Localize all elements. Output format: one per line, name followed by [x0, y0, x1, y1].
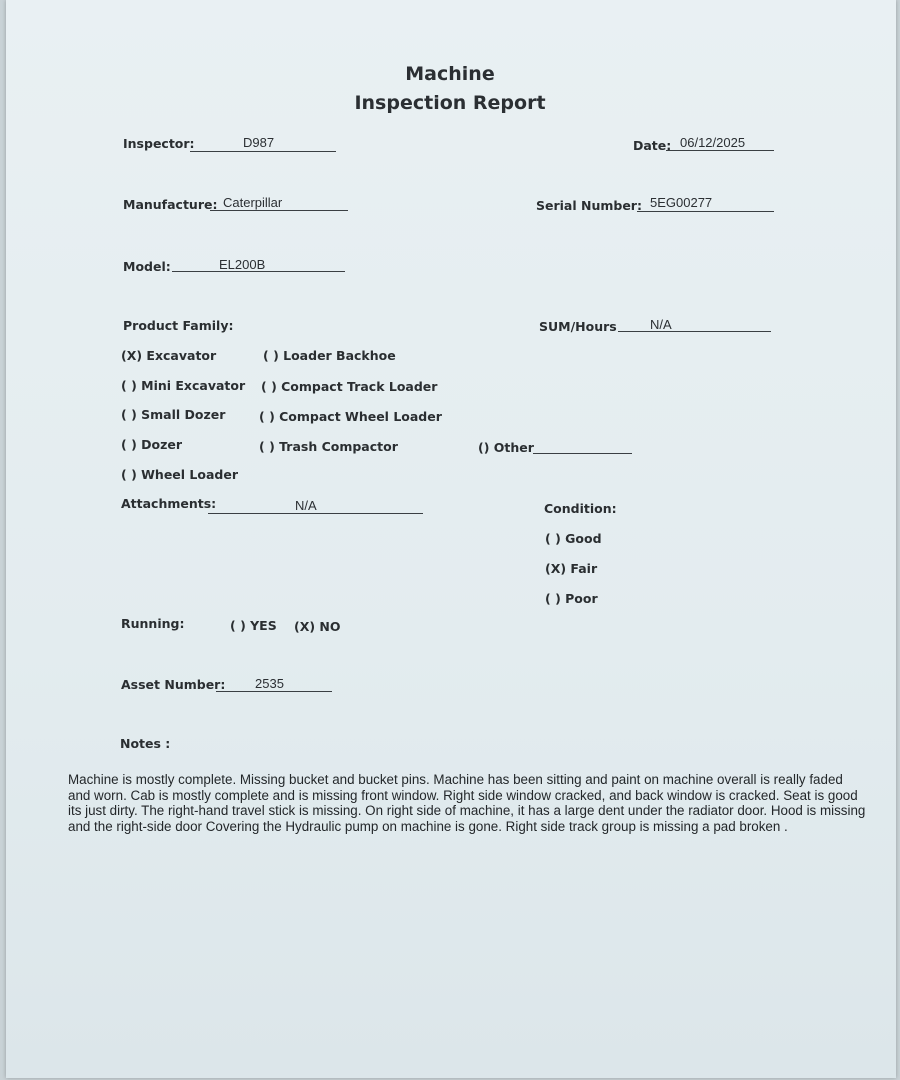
option-trash-compactor: ( ) Trash Compactor — [259, 439, 398, 454]
condition-fair: (X) Fair — [545, 561, 598, 576]
option-other: () Other — [478, 440, 534, 455]
report-title-line1: Machine — [405, 63, 495, 85]
option-dozer: ( ) Dozer — [121, 437, 183, 452]
running-no: (X) NO — [294, 619, 341, 634]
inspector-label: Inspector: — [123, 136, 195, 151]
notes-label: Notes : — [120, 736, 171, 751]
inspector-line — [190, 151, 336, 152]
manufacture-label: Manufacture: — [123, 197, 218, 212]
condition-poor: ( ) Poor — [545, 591, 598, 606]
condition-good: ( ) Good — [545, 531, 602, 546]
option-wheel-loader: ( ) Wheel Loader — [121, 467, 238, 482]
date-label: Date: — [633, 138, 672, 153]
asset-number-label: Asset Number: — [121, 677, 226, 692]
option-compact-track-loader: ( ) Compact Track Loader — [261, 379, 438, 394]
running-yes: ( ) YES — [230, 618, 277, 633]
model-value: EL200B — [219, 257, 266, 272]
option-mini-excavator: ( ) Mini Excavator — [121, 378, 246, 393]
running-label: Running: — [121, 616, 185, 631]
product-family-label: Product Family: — [123, 318, 234, 333]
report-title-line2: Inspection Report — [354, 92, 546, 114]
attachments-line — [208, 513, 423, 514]
attachments-value: N/A — [295, 498, 317, 513]
serial-number-line — [637, 211, 774, 212]
serial-number-value: 5EG00277 — [650, 195, 713, 210]
model-label: Model: — [123, 259, 171, 274]
sum-hours-label: SUM/Hours — [539, 319, 617, 334]
option-loader-backhoe: ( ) Loader Backhoe — [263, 348, 396, 363]
serial-number-label: Serial Number: — [536, 198, 642, 213]
attachments-label: Attachments: — [121, 496, 217, 511]
inspector-value: D987 — [243, 135, 275, 150]
option-small-dozer: ( ) Small Dozer — [121, 407, 226, 422]
asset-number-line — [216, 691, 332, 692]
sum-hours-value: N/A — [650, 317, 672, 332]
asset-number-value: 2535 — [255, 676, 284, 691]
date-line — [666, 150, 774, 151]
date-value: 06/12/2025 — [680, 135, 746, 150]
manufacture-value: Caterpillar — [223, 195, 283, 210]
option-excavator: (X) Excavator — [121, 348, 217, 363]
report-page — [6, 0, 896, 1078]
manufacture-line — [210, 210, 348, 211]
notes-text: Machine is mostly complete. Missing bucket and bucket pins. Machine has been sitting and paint on machine overall is really faded and worn. Cab is mostly complete and is missing front window. Right side window cracked, and back window is cracked. Seat is good its just dirty. The right-hand travel stick is missing. On right side of machine, it has a large dent under the radiator door. Hood is missing and the right-side door Covering the Hydraulic pump on machine is gone. Right side track group is missing a pad broken . — [68, 772, 866, 834]
sum-hours-line — [618, 331, 771, 332]
option-compact-wheel-loader: ( ) Compact Wheel Loader — [259, 409, 442, 424]
condition-label: Condition: — [544, 501, 617, 516]
other-line — [533, 453, 632, 454]
